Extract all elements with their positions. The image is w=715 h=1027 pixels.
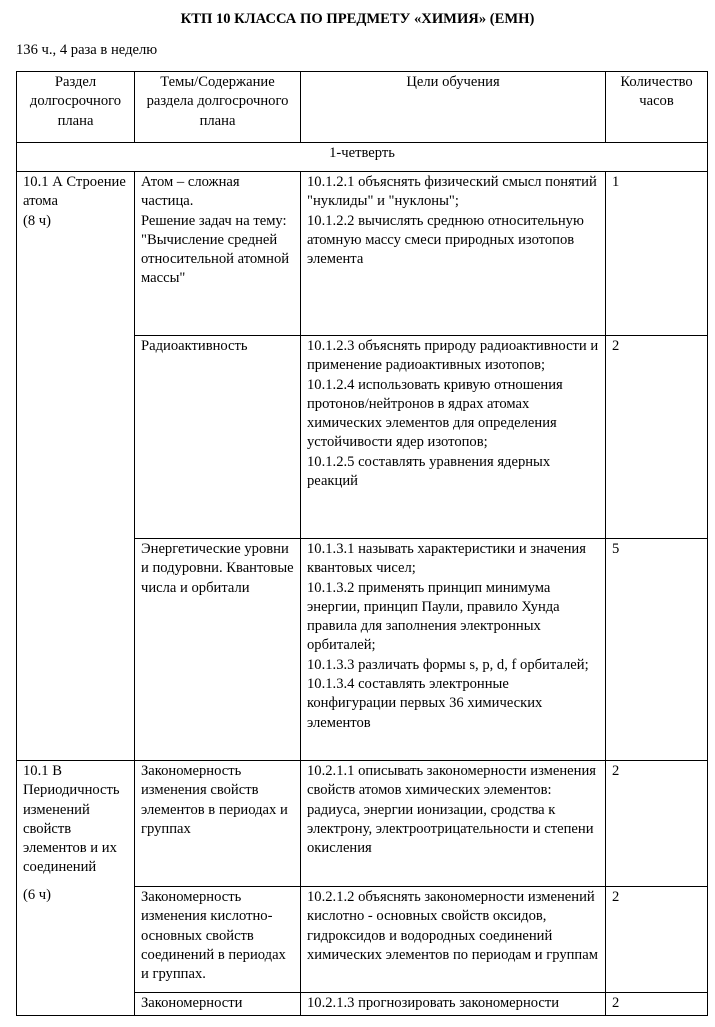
- hours-cell: 2: [606, 887, 708, 993]
- section-hours: (6 ч): [23, 886, 52, 903]
- column-header-topics: Темы/Содержание раздела долгосрочного плана: [135, 72, 301, 143]
- objectives-cell: [301, 761, 606, 887]
- topic-cell: Атом – сложная частица. Решение задач на тему: "Вычисление средней относительной атомной массы": [135, 172, 301, 336]
- objective-item: 10.2.1.3 прогнозировать закономерности: [307, 995, 560, 1011]
- objectives-cell: [301, 539, 606, 761]
- section-hours: (8 ч): [23, 212, 52, 229]
- objective-item: 10.2.1.1 описывать закономерности изменения свойств атомов химических элементов: радиуса, энергии ионизации, сродства к электрону, электроотрицательности и степени окисления: [307, 763, 596, 857]
- section-spacer: [23, 878, 128, 886]
- objective-item: 10.1.2.3 объяснять природу радиоактивности и применение радиоактивных изотопов;: [307, 338, 599, 374]
- table-row: [17, 761, 708, 887]
- hours-subtitle: 136 ч., 4 раза в неделю: [16, 42, 158, 58]
- table-row: [17, 172, 708, 336]
- hours-cell: 2: [606, 993, 708, 1016]
- document-title: КТП 10 КЛАССА ПО ПРЕДМЕТУ «ХИМИЯ» (ЕМН): [180, 11, 535, 27]
- objective-item: 10.1.2.2 вычислять среднюю относительную атомную массу смеси природных изотопов элемента: [307, 212, 584, 268]
- quarter-label: 1-четверть: [17, 143, 708, 172]
- objective-item: 10.1.2.5 составлять уравнения ядерных реакций: [307, 453, 551, 490]
- ktp-table: [16, 71, 708, 1016]
- objective-item: 10.1.3.3 различать формы s, p, d, f орбиталей;: [307, 656, 589, 673]
- objectives-cell: [301, 172, 606, 336]
- topic-cell: Закономерность изменения кислотно-основных свойств соединений в периодах и группах.: [135, 887, 301, 993]
- objective-item: 10.1.2.4 использовать кривую отношения протонов/нейтронов в ядрах атомах химических элементов для определения устойчивости ядер изотопов;: [307, 376, 563, 451]
- topic-cell: Закономерность изменения свойств элементов в периодах и группах: [135, 761, 301, 887]
- column-header-objectives: Цели обучения: [301, 72, 606, 143]
- column-header-hours: Количество часов: [606, 72, 708, 143]
- section-cell-b: [17, 761, 135, 1016]
- column-header-section: Раздел долгосрочного плана: [17, 72, 135, 143]
- topic-cell: Энергетические уровни и подуровни. Квантовые числа и орбитали: [135, 539, 301, 761]
- objective-item: 10.1.2.1 объяснять физический смысл понятий "нуклиды" и "нуклоны";: [307, 174, 597, 210]
- table-header-row: [17, 72, 708, 143]
- objectives-cell: [301, 336, 606, 539]
- hours-cell: 1: [606, 172, 708, 336]
- objective-item: 10.1.3.2 применять принцип минимума энергии, принцип Паули, правило Хунда правила для заполнения электронных орбиталей;: [307, 579, 560, 654]
- section-name: 10.1 В Периодичность изменений свойств элементов и их соединений: [23, 763, 120, 876]
- objective-item: 10.1.3.4 составлять электронные конфигурации первых 36 химических элементов: [307, 676, 543, 731]
- objective-item: 10.2.1.2 объяснять закономерности изменений кислотно - основных свойств оксидов, гидроксидов и водородных соединений химических элементов по периодам и группам: [307, 889, 598, 963]
- hours-cell: 2: [606, 761, 708, 887]
- hours-cell: 2: [606, 336, 708, 539]
- objective-item: 10.1.3.1 называть характеристики и значения квантовых чисел;: [307, 541, 586, 577]
- objectives-cell: [301, 887, 606, 993]
- section-name: 10.1 А Строение атома: [23, 174, 126, 210]
- objectives-cell: [301, 993, 606, 1016]
- topic-cell: Радиоактивность: [135, 336, 301, 539]
- section-cell-a: [17, 172, 135, 761]
- topic-cell: Закономерности: [135, 993, 301, 1016]
- hours-cell: 5: [606, 539, 708, 761]
- quarter-row: [17, 143, 708, 172]
